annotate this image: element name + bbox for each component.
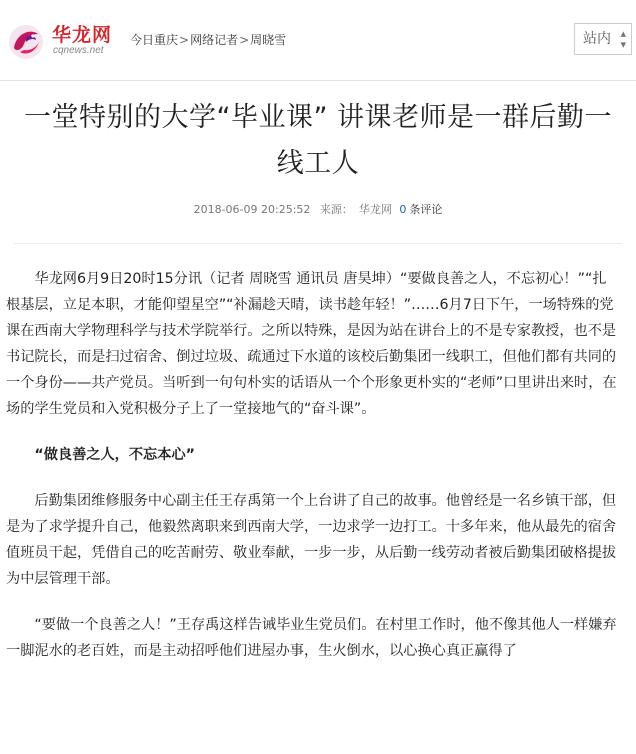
comment-count[interactable]: 0	[399, 203, 407, 216]
logo-domain: cqnews.net	[53, 45, 104, 56]
comment-link[interactable]: 条评论	[409, 203, 443, 216]
article-title: 一堂特别的大学“毕业课” 讲课老师是一群后勤一线工人	[23, 102, 613, 179]
breadcrumb-item-web-reporter[interactable]: 网络记者	[190, 33, 239, 47]
divider	[14, 243, 622, 244]
breadcrumb-separator: >	[239, 33, 250, 47]
article-paragraph: 华龙网6月9日20时15分讯（记者 周晓雪 通讯员 唐昊坤）“要做良善之人，不忘初心！”“扎根基层，立足本职，才能仰望星空”“补漏趁天晴，读书趁年轻！”……6月7日下午，一场特殊的党课在西南大学物理科学与技术学院举行。之所以特殊，是因为站在讲台上的不是专家教授，也不是书记院长，而是扫过宿舍、倒过垃圾、疏通过下水道的该校后勤集团一线职工，但他们都有共同的一个身份——共产党员。当听到一句句朴实的话语从一个个形象更朴实的“老师”口里讲出来时，在场的学生党员和入党积极分子上了一堂接地气的“奋斗课”。	[6, 271, 617, 417]
source-name[interactable]: 华龙网	[358, 203, 392, 216]
article-paragraph: 后勤集团维修服务中心副主任王存禹第一个上台讲了自己的故事。他曾经是一名乡镇干部，但是为了求学提升自己，他毅然离职来到西南大学，一边求学一边打工。十多年来，他从最先的宿舍值班员干起，凭借自己的吃苦耐劳、敬业奉献，一步一步，从后勤一线劳动者被后勤集团破格提拔为中层管理干部。	[6, 493, 617, 587]
dragon-logo-icon	[6, 22, 46, 62]
breadcrumb	[130, 31, 286, 48]
article-paragraph: “要做一个良善之人！”王存禹这样告诫毕业生党员们。在村里工作时，他不像其他人一样嫌弃一脚泥水的老百姓，而是主动招呼他们进屋办事，生火倒水，以心换心真正赢得了	[6, 617, 617, 659]
publish-date: 2018-06-09 20:25:52	[193, 203, 311, 216]
site-search-select-value: 站内	[583, 31, 611, 47]
logo-text: 华龙网	[52, 24, 113, 46]
site-header	[0, 0, 636, 81]
site-logo[interactable]	[6, 18, 126, 62]
breadcrumb-separator: >	[179, 33, 190, 47]
breadcrumb-item-today-chongqing[interactable]: 今日重庆	[130, 33, 179, 47]
article-meta	[0, 201, 636, 217]
source-label: 来源：	[319, 203, 353, 216]
chevron-updown-icon: ▴ ▾	[620, 27, 626, 51]
article-subheading: “做良善之人，不忘本心”	[34, 447, 195, 463]
article-body	[0, 266, 636, 664]
breadcrumb-item-reporter-name[interactable]: 周晓雪	[250, 33, 287, 47]
site-search-select[interactable]	[574, 23, 632, 55]
